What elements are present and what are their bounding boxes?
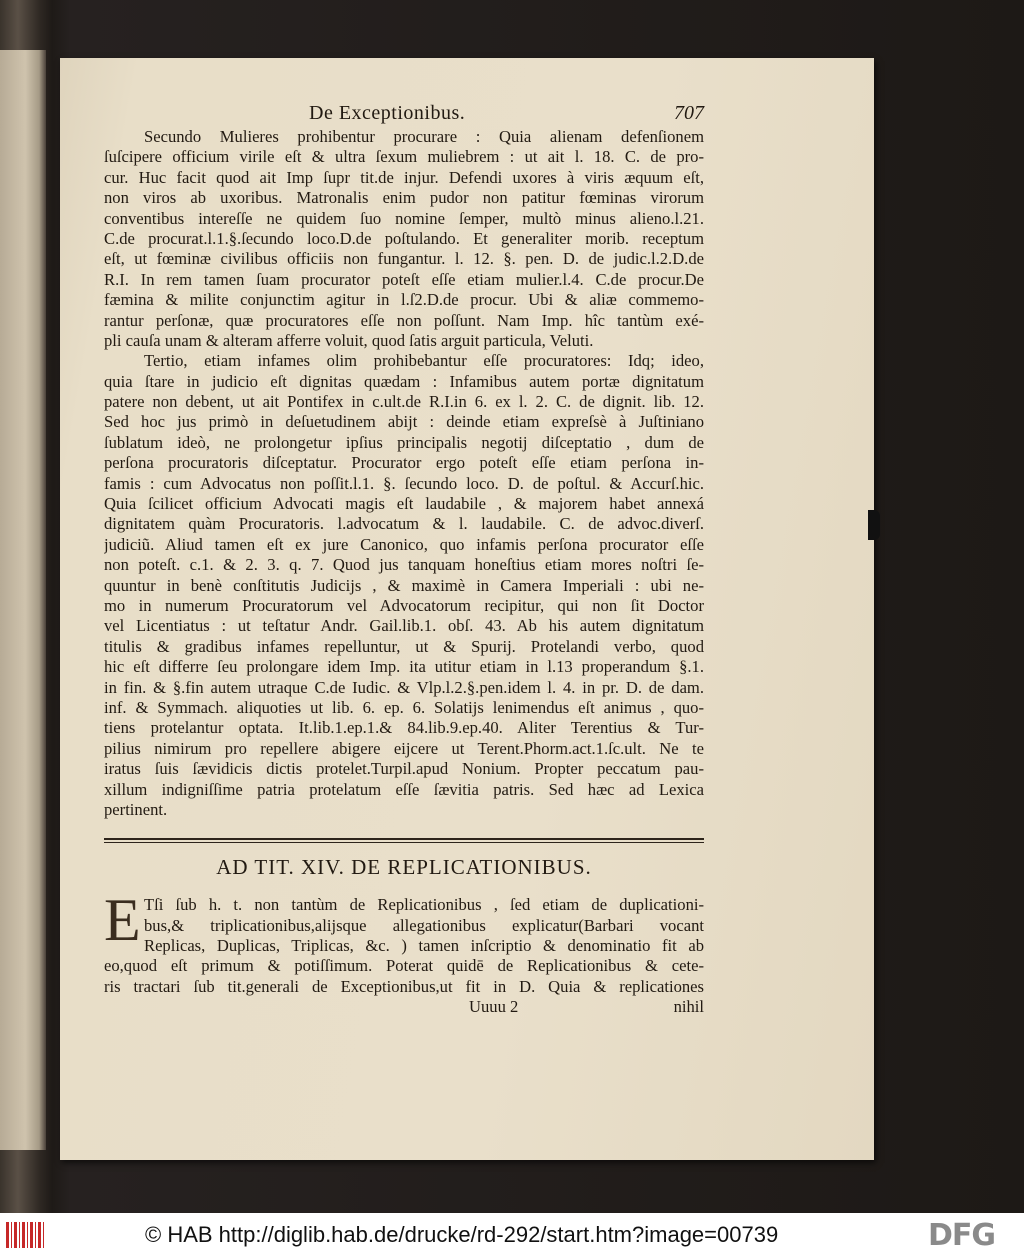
text-line: rantur perſonæ, quæ procuratores eſſe non poſſunt. Nam Imp. hîc tantùm exé- bbox=[104, 310, 704, 330]
section-paragraph bbox=[104, 887, 704, 997]
paragraph-1 bbox=[104, 127, 704, 351]
text-line: non poteſt. c.1. & 2. 3. q. 7. Quod jus tanquam honeſtius etiam mores noſtri ſe- bbox=[104, 555, 704, 575]
page-footer bbox=[104, 997, 704, 1019]
section-lines bbox=[104, 895, 704, 997]
text-line: vel Licentiatus : ut teſtatur Andr. Gail.lib.1. obſ. 43. Ab his autem dignitatum bbox=[104, 616, 704, 636]
text-line: pertinent. bbox=[104, 799, 168, 819]
text-line: patere non debent, ut ait Pontifex in c.ult.de R.I.in 6. ex l. 2. C. de dignit. lib. 12. bbox=[104, 392, 704, 412]
text-line: pilius nimirum pro repellere abigere eijcere ut Terent.Phorm.act.1.ſc.ult. Ne te bbox=[104, 738, 704, 758]
text-line: bus,& triplicationibus,alijsque allegationibus explicatur(Barbari vocant bbox=[144, 915, 704, 935]
text-line: Replicas, Duplicas, Triplicas, &c. ) tamen inſcriptio & denominatio fit ab bbox=[144, 936, 704, 956]
text-line: inf. & Symmach. aliquoties ut lib. 6. ep. 6. Solatijs lenimendus eſt animus , quo- bbox=[104, 697, 704, 717]
text-line: perſona procuratoris diſceptatur. Procurator ergo poteſt eſſe etiam perſona in- bbox=[104, 453, 704, 473]
text-line: titulis & gradibus infames repelluntur, ut & Spurij. Protelandi verbo, quod bbox=[104, 636, 704, 656]
barcode-icon bbox=[6, 1222, 46, 1248]
text-line: fæmina & milite conjunctim agitur in l.ſ2.D.de procur. Ubi & aliæ commemo- bbox=[104, 290, 704, 310]
drop-capital: E bbox=[104, 887, 141, 954]
text-line: quia ſtare in judicio eſt dignitas quædam : Infamibus autem portæ dignitatum bbox=[104, 371, 704, 391]
text-line: eo,quod eſt primum & potiſſimum. Poterat quidē de Replicationibus & cete- bbox=[104, 956, 704, 976]
text-line: Quia ſcilicet officium Advocati magis eſt laudabile , & majorem habet annexá bbox=[104, 494, 704, 514]
page-text bbox=[104, 103, 704, 1019]
text-line: xillum indigniſſime patria protelatum eſſe ſævitia patris. Sed hæc ad Lexica bbox=[104, 779, 704, 799]
facing-page-edge bbox=[0, 50, 46, 1150]
text-line: C.de procurat.l.1.§.ſecundo loco.D.de poſtulando. Et generaliter morib. receptum bbox=[104, 228, 704, 248]
text-line: judiciũ. Aliud tamen eſt ex jure Canonico, quo infamis perſona procurator eſſe bbox=[104, 534, 704, 554]
page-edge-tab bbox=[868, 510, 880, 540]
running-head: De Exceptionibus. bbox=[309, 102, 466, 124]
caption-bar bbox=[0, 1213, 1024, 1255]
text-line: ſublatum ideò, ne prolongetur ipſius principalis negotij diſceptatio , dum de bbox=[104, 432, 704, 452]
copyright-link[interactable]: © HAB http://diglib.hab.de/drucke/rd-292/start.htm?image=00739 bbox=[145, 1222, 779, 1247]
dfg-logo: DFG bbox=[928, 1218, 996, 1253]
text-line: ris tractari ſub tit.generali de Exceptionibus,ut fit in D. Quia & replicationes bbox=[104, 976, 704, 996]
text-line: famis : cum Advocatus non poſſit.l.1. §. ſecundo loco. D. de poſtul. & Accurſ.hic. bbox=[104, 473, 704, 493]
text-line: R.I. In rem tamen ſuam procurator poteſt eſſe etiam mulier.l.4. C.de procur.De bbox=[104, 269, 704, 289]
section-divider bbox=[104, 838, 704, 843]
text-line: quuntur in benè conſtitutis Judicijs , & maximè in Camera Imperiali : ubi ne- bbox=[104, 575, 704, 595]
text-line: dignitatem quàm Procuratoris. l.advocatum & l. laudabile. C. de advoc.diverſ. bbox=[104, 514, 704, 534]
text-line: Tertio, etiam infames olim prohibebantur eſſe procuratores: Idq; ideo, bbox=[144, 351, 704, 371]
signature-mark: Uuuu 2 bbox=[469, 997, 519, 1017]
text-line: pli cauſa unam & alteram afferre voluit, quod ſatis arguit particula, Veluti. bbox=[104, 330, 594, 350]
text-line: eſt, ut fœminæ civilibus officiis non fungantur. l. 12. §. pen. D. de judic.l.2.D.de bbox=[104, 249, 704, 269]
text-line: ſuſcipere officium virile eſt & ultra ſexum muliebrem : ut ait l. 18. C. de pro- bbox=[104, 147, 704, 167]
text-line: conventibus intereſſe ne quidem ſuo nomine ſemper, multò minus alieno.l.21. bbox=[104, 208, 704, 228]
text-line: mo in numerum Procuratorum vel Advocatorum recipitur, qui non ſit Doctor bbox=[104, 595, 704, 615]
text-line: Sed hoc jus primò in deſuetudinem abijt : deinde etiam expreſsè à Juſtiniano bbox=[104, 412, 704, 432]
text-line: cur. Huc facit quod ait Imp ſupr tit.de injur. Defendi uxores à viris æquum eſt, bbox=[104, 167, 704, 187]
text-line: non viros ab uxoribus. Matronalis enim pudor non patitur fœminas virorum bbox=[104, 188, 704, 208]
catchword: nihil bbox=[673, 997, 704, 1017]
text-line: tiens protelantur optata. It.lib.1.ep.1.& 84.lib.9.ep.40. Aliter Terentius & Tur- bbox=[104, 718, 704, 738]
text-line: hic eſt differre ſeu prolongare idem Imp. ita utitur etiam in l.13 properandum §.1. bbox=[104, 657, 704, 677]
paragraph-2 bbox=[104, 351, 704, 820]
page-header bbox=[104, 103, 704, 127]
text-line: iratus ſuis ſævidicis dictis protelet.Turpil.apud Nonium. Propter peccatum pau- bbox=[104, 759, 704, 779]
page-number: 707 bbox=[674, 102, 704, 124]
text-line: in fin. & §.fin autem utraque C.de Iudic. & Vlp.l.2.§.pen.idem l. 4. in pr. D. de dam. bbox=[104, 677, 704, 697]
text-line: Tſi ſub h. t. non tantùm de Replicationibus , ſed etiam de duplicationi- bbox=[144, 895, 704, 915]
text-line: Secundo Mulieres prohibentur procurare : Quia alienam defenſionem bbox=[144, 127, 704, 146]
section-title: AD TIT. XIV. DE REPLICATIONIBUS. bbox=[216, 855, 592, 880]
